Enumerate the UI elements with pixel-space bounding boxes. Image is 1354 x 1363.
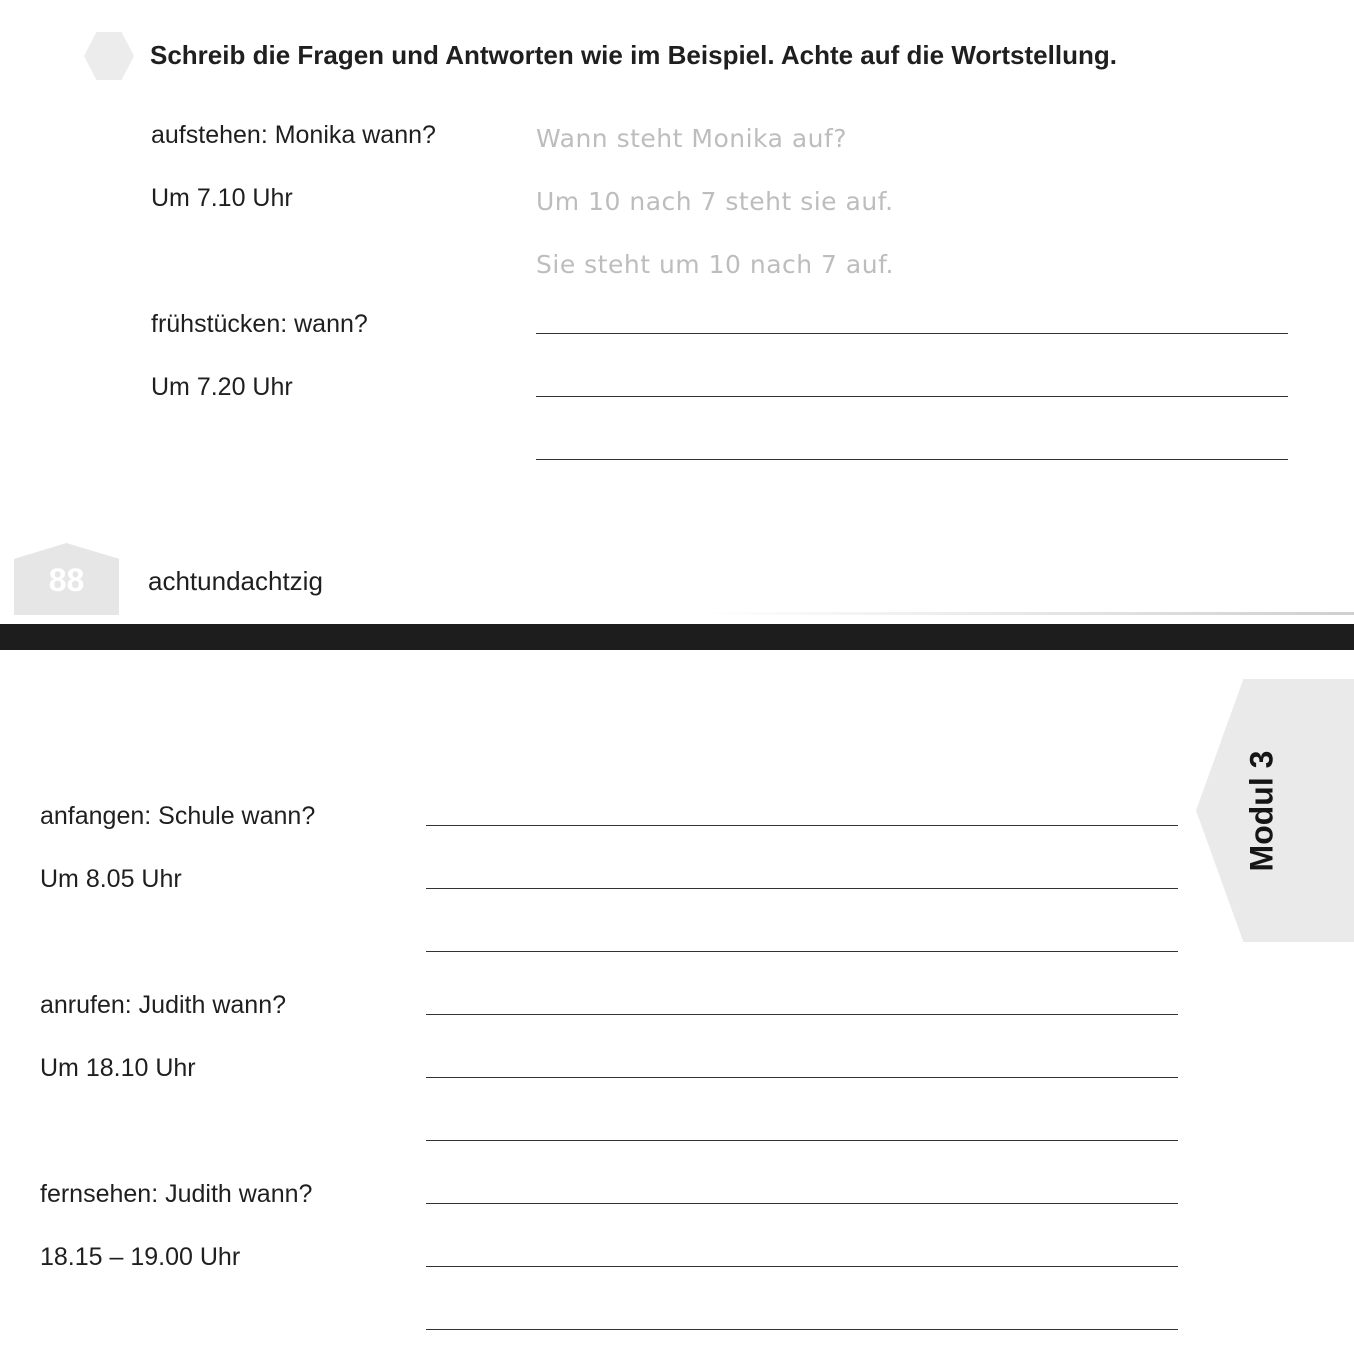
answer-line[interactable] [426,1014,1178,1015]
answer-line[interactable] [426,1329,1178,1330]
module-tab-label: Modul 3 [1243,750,1280,872]
answer-line[interactable] [426,1266,1178,1267]
example-answer-time-first: Um 10 nach 7 steht sie auf. [536,187,894,216]
page-number-word: achtundachtzig [148,566,323,596]
answer-line[interactable] [536,396,1288,397]
example-prompt-verb: aufstehen: Monika wann? [151,121,436,149]
exercise-prompt-time: Um 8.05 Uhr [40,865,182,893]
example-answer-question: Wann steht Monika auf? [536,124,848,153]
task-instruction: Schreib die Fragen und Antworten wie im Beispiel. Achte auf die Wortstellung. [150,40,1117,70]
answer-line[interactable] [426,825,1178,826]
footer-rule [700,612,1354,615]
answer-line[interactable] [426,951,1178,952]
page-number: 88 [48,562,85,598]
exercise-prompt-verb: anfangen: Schule wann? [40,802,316,830]
answer-line[interactable] [426,1140,1178,1141]
answer-line[interactable] [536,333,1288,334]
task-number-hexagon-icon [84,32,134,80]
answer-line[interactable] [426,1077,1178,1078]
answer-line[interactable] [426,888,1178,889]
answer-line[interactable] [426,1203,1178,1204]
example-answer-subject-first: Sie steht um 10 nach 7 auf. [536,250,894,279]
example-prompt-time: Um 7.10 Uhr [151,184,293,212]
exercise-prompt-verb: anrufen: Judith wann? [40,991,287,1019]
exercise-prompt-time: 18.15 – 19.00 Uhr [40,1243,241,1271]
answer-line[interactable] [536,459,1288,460]
exercise-prompt-verb: frühstücken: wann? [151,310,368,338]
exercise-prompt-time: Um 18.10 Uhr [40,1054,196,1082]
exercise-prompt-verb: fernsehen: Judith wann? [40,1180,313,1208]
image-separator-bar [0,624,1354,650]
exercise-prompt-time: Um 7.20 Uhr [151,373,293,401]
